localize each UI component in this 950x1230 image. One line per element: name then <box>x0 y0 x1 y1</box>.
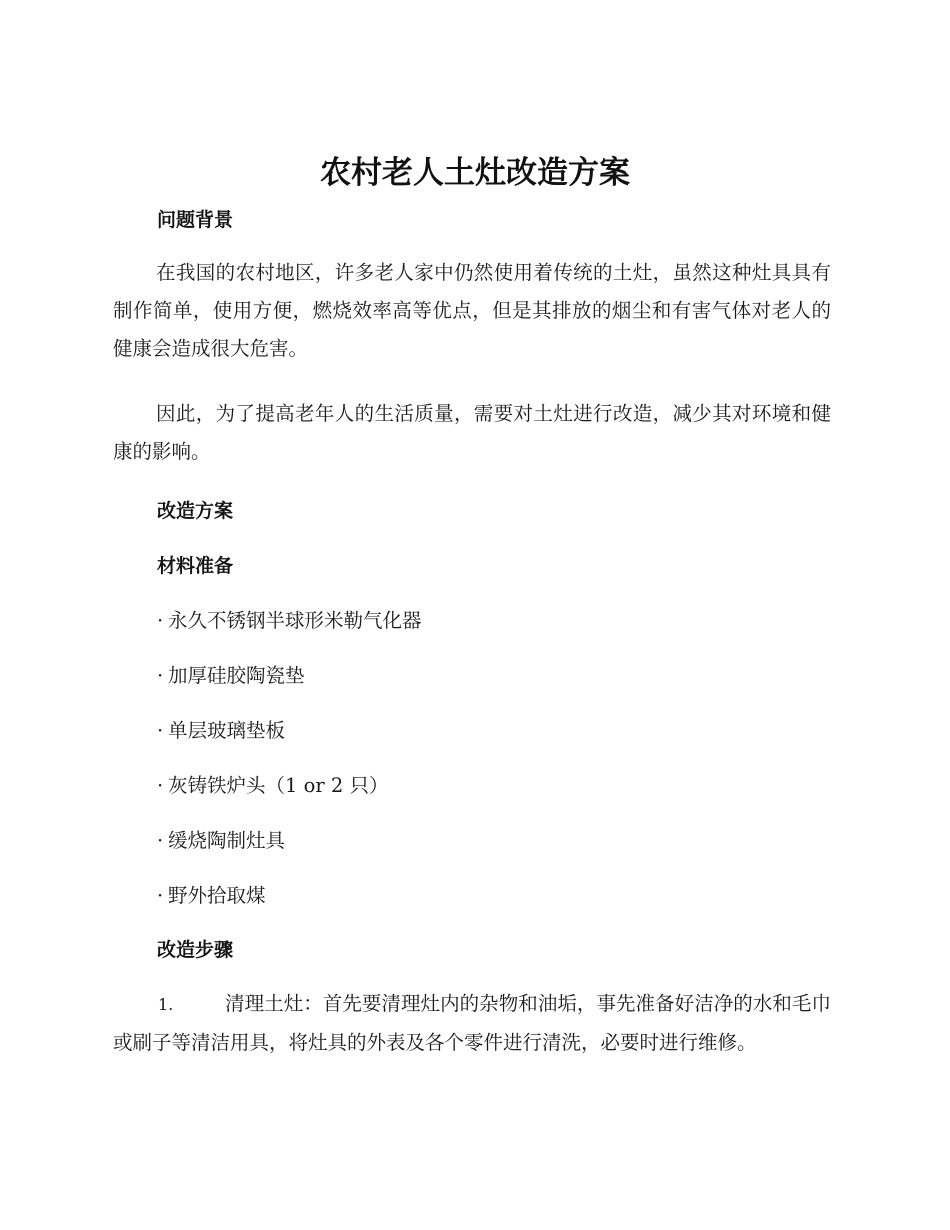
material-label: 缓烧陶制灶具 <box>168 829 286 852</box>
material-label: 灰铸铁炉头（1 or 2 只） <box>168 774 389 797</box>
bullet-icon: · <box>157 664 164 687</box>
bullet-icon: · <box>157 829 164 852</box>
list-item <box>157 827 285 855</box>
heading-steps: 改造步骤 <box>157 939 234 961</box>
list-item <box>157 662 305 690</box>
bullet-icon: · <box>157 774 164 797</box>
list-item <box>157 772 388 800</box>
heading-plan: 改造方案 <box>157 500 234 522</box>
heading-materials: 材料准备 <box>157 555 234 577</box>
list-item <box>157 717 285 745</box>
paragraph-background: 在我国的农村地区，许多老人家中仍然使用着传统的土灶，虽然这种灶具具有制作简单，使用方便，燃烧效率高等优点，但是其排放的烟尘和有害气体对老人的健康会造成很大危害。 <box>113 261 831 360</box>
heading-background: 问题背景 <box>157 209 234 231</box>
material-label: 单层玻璃垫板 <box>168 719 286 742</box>
material-label: 加厚硅胶陶瓷垫 <box>168 664 305 687</box>
list-item <box>157 607 422 635</box>
bullet-icon: · <box>157 719 164 742</box>
material-label: 野外拾取煤 <box>168 884 266 907</box>
paragraph-conclusion: 因此，为了提高老年人的生活质量，需要对土灶进行改造，减少其对环境和健康的影响。 <box>113 402 831 463</box>
list-item <box>157 882 266 910</box>
material-label: 永久不锈钢半球形米勒气化器 <box>168 609 422 632</box>
step-item <box>113 985 831 1062</box>
step-text: 清理土灶：首先要清理灶内的杂物和油垢，事先准备好洁净的水和毛巾或刷子等清洁用具，将灶具的外表及各个零件进行清洗，必要时进行维修。 <box>113 992 831 1054</box>
bullet-icon: · <box>157 884 164 907</box>
document-title: 农村老人土灶改造方案 <box>320 155 630 191</box>
bullet-icon: · <box>157 609 164 632</box>
step-number: 1. <box>158 995 174 1014</box>
